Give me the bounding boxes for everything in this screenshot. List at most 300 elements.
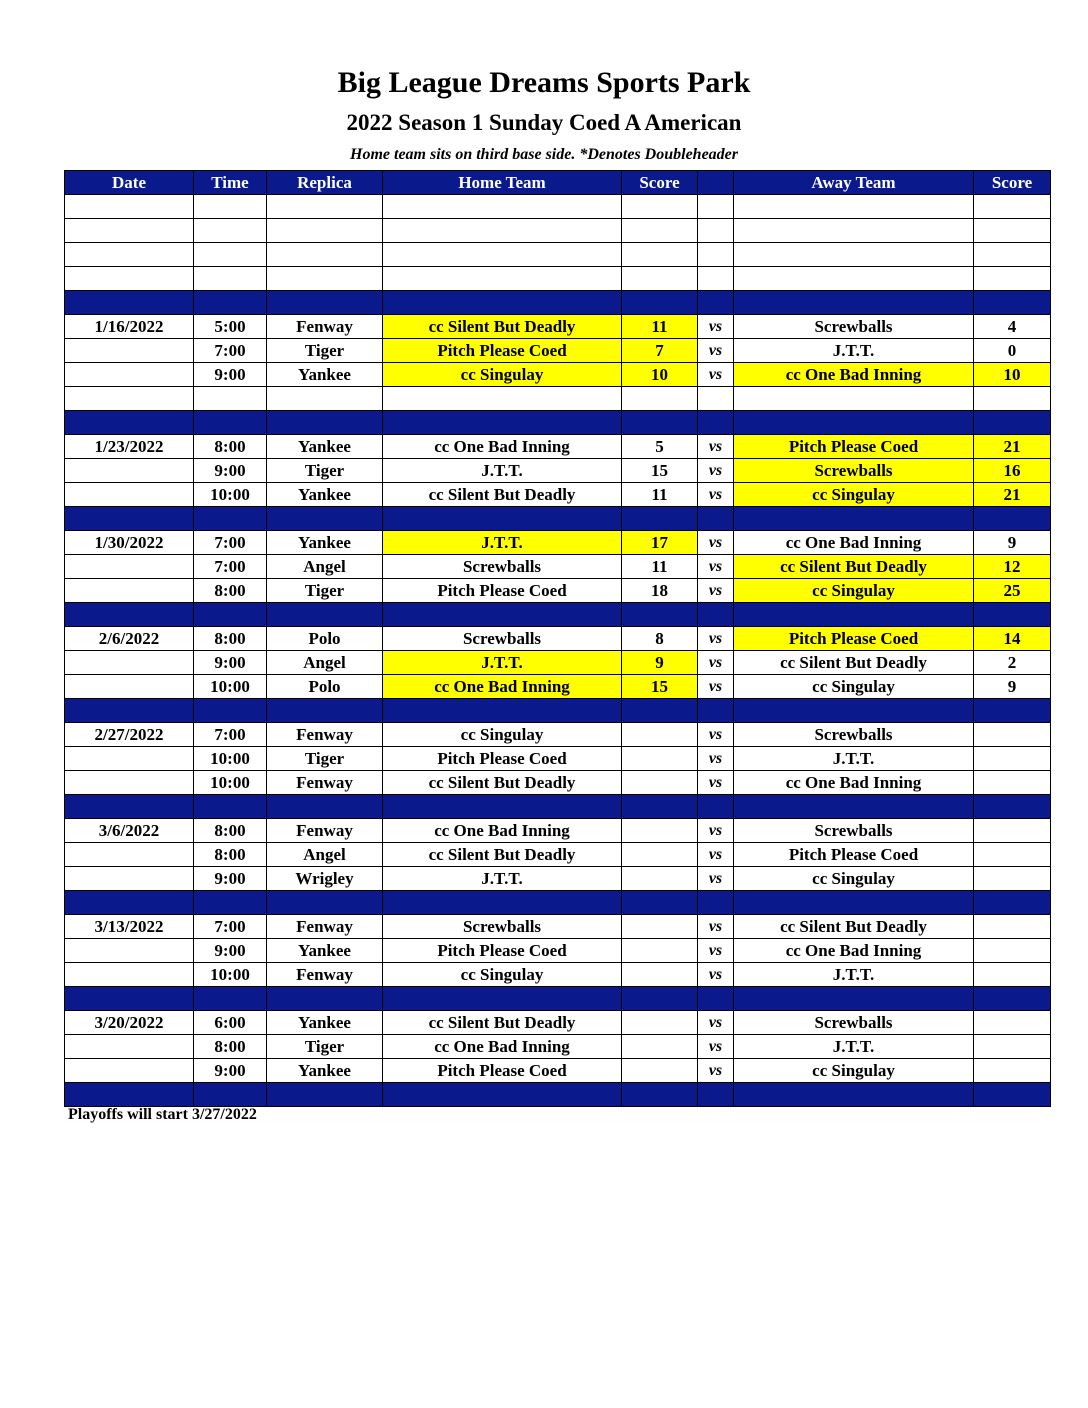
vs-cell: vs xyxy=(698,1035,734,1059)
home-team-cell: cc Singulay xyxy=(383,363,622,387)
blank-row-cell xyxy=(974,219,1051,243)
blank-row-cell xyxy=(974,195,1051,219)
time-cell: 7:00 xyxy=(194,723,267,747)
week-separator-row-cell xyxy=(622,411,698,435)
blank-row xyxy=(65,267,1051,291)
vs-cell: vs xyxy=(698,315,734,339)
home-team-cell: Pitch Please Coed xyxy=(383,579,622,603)
blank-row-cell xyxy=(65,387,194,411)
date-cell xyxy=(65,867,194,891)
away-team-cell: Screwballs xyxy=(734,1011,974,1035)
date-cell: 2/6/2022 xyxy=(65,627,194,651)
vs-cell: vs xyxy=(698,843,734,867)
week-separator-row-cell xyxy=(267,891,383,915)
away-score-cell xyxy=(974,963,1051,987)
week-separator-row-cell xyxy=(698,795,734,819)
away-team-cell: J.T.T. xyxy=(734,963,974,987)
blank-row-cell xyxy=(698,387,734,411)
home-team-cell: Pitch Please Coed xyxy=(383,339,622,363)
week-separator-row xyxy=(65,411,1051,435)
week-separator-row-cell xyxy=(383,699,622,723)
blank-row-cell xyxy=(974,243,1051,267)
home-score-cell: 15 xyxy=(622,675,698,699)
blank-row-cell xyxy=(65,195,194,219)
week-separator-row-cell xyxy=(194,987,267,1011)
replica-cell: Tiger xyxy=(267,339,383,363)
home-score-cell: 18 xyxy=(622,579,698,603)
away-score-cell: 0 xyxy=(974,339,1051,363)
week-separator-row-cell xyxy=(267,1083,383,1107)
time-cell: 9:00 xyxy=(194,651,267,675)
replica-cell: Fenway xyxy=(267,723,383,747)
vs-cell: vs xyxy=(698,651,734,675)
week-separator-row-cell xyxy=(622,603,698,627)
week-separator-row xyxy=(65,603,1051,627)
away-team-cell: cc Silent But Deadly xyxy=(734,915,974,939)
week-separator-row-cell xyxy=(974,987,1051,1011)
away-team-cell: Pitch Please Coed xyxy=(734,435,974,459)
time-cell: 10:00 xyxy=(194,675,267,699)
time-cell: 7:00 xyxy=(194,339,267,363)
home-score-cell xyxy=(622,939,698,963)
col-date: Date xyxy=(65,171,194,195)
week-separator-row-cell xyxy=(194,603,267,627)
date-cell: 1/23/2022 xyxy=(65,435,194,459)
week-separator-row-cell xyxy=(734,411,974,435)
blank-row xyxy=(65,219,1051,243)
week-separator-row-cell xyxy=(698,699,734,723)
away-team-cell: cc Singulay xyxy=(734,483,974,507)
week-separator-row-cell xyxy=(267,291,383,315)
week-separator-row-cell xyxy=(734,603,974,627)
week-separator-row-cell xyxy=(383,987,622,1011)
away-score-cell: 4 xyxy=(974,315,1051,339)
replica-cell: Fenway xyxy=(267,771,383,795)
home-score-cell xyxy=(622,915,698,939)
replica-cell: Tiger xyxy=(267,1035,383,1059)
home-team-cell: cc Silent But Deadly xyxy=(383,771,622,795)
away-score-cell xyxy=(974,939,1051,963)
week-separator-row-cell xyxy=(622,507,698,531)
blank-row-cell xyxy=(65,243,194,267)
home-score-cell: 11 xyxy=(622,483,698,507)
blank-row-cell xyxy=(194,267,267,291)
week-separator-row-cell xyxy=(734,291,974,315)
week-separator-row-cell xyxy=(383,795,622,819)
time-cell: 8:00 xyxy=(194,435,267,459)
blank-row-cell xyxy=(383,267,622,291)
replica-cell: Polo xyxy=(267,627,383,651)
week-separator-row-cell xyxy=(698,987,734,1011)
away-score-cell: 9 xyxy=(974,675,1051,699)
week-separator-row-cell xyxy=(267,699,383,723)
week-separator-row-cell xyxy=(698,603,734,627)
away-score-cell xyxy=(974,843,1051,867)
page-title: Big League Dreams Sports Park xyxy=(337,66,751,99)
away-score-cell: 25 xyxy=(974,579,1051,603)
replica-cell: Fenway xyxy=(267,315,383,339)
replica-cell: Tiger xyxy=(267,459,383,483)
away-team-cell: cc Singulay xyxy=(734,867,974,891)
blank-row-cell xyxy=(734,243,974,267)
blank-row-cell xyxy=(622,267,698,291)
game-row xyxy=(65,651,1051,675)
date-cell xyxy=(65,579,194,603)
schedule-table xyxy=(64,170,1051,1107)
blank-row-cell xyxy=(267,267,383,291)
week-separator-row-cell xyxy=(65,411,194,435)
game-row xyxy=(65,483,1051,507)
date-cell: 3/20/2022 xyxy=(65,1011,194,1035)
week-separator-row-cell xyxy=(267,603,383,627)
away-team-cell: Screwballs xyxy=(734,315,974,339)
game-row xyxy=(65,963,1051,987)
away-score-cell: 14 xyxy=(974,627,1051,651)
week-separator-row-cell xyxy=(698,411,734,435)
game-row xyxy=(65,867,1051,891)
away-score-cell xyxy=(974,771,1051,795)
week-separator-row-cell xyxy=(194,699,267,723)
date-cell xyxy=(65,963,194,987)
home-score-cell xyxy=(622,747,698,771)
away-team-cell: cc One Bad Inning xyxy=(734,531,974,555)
date-cell xyxy=(65,843,194,867)
away-score-cell xyxy=(974,819,1051,843)
away-team-cell: J.T.T. xyxy=(734,339,974,363)
week-separator-row-cell xyxy=(383,291,622,315)
blank-row xyxy=(65,243,1051,267)
vs-cell: vs xyxy=(698,1059,734,1083)
away-team-cell: cc Silent But Deadly xyxy=(734,555,974,579)
away-score-cell: 12 xyxy=(974,555,1051,579)
week-separator-row-cell xyxy=(974,507,1051,531)
week-separator-row-cell xyxy=(974,291,1051,315)
home-team-cell: cc Singulay xyxy=(383,723,622,747)
week-separator-row-cell xyxy=(65,603,194,627)
away-team-cell: J.T.T. xyxy=(734,1035,974,1059)
week-separator-row-cell xyxy=(383,603,622,627)
blank-row-cell xyxy=(698,267,734,291)
blank-row-cell xyxy=(267,387,383,411)
replica-cell: Fenway xyxy=(267,915,383,939)
time-cell: 7:00 xyxy=(194,531,267,555)
week-separator-row-cell xyxy=(734,507,974,531)
blank-row-cell xyxy=(698,195,734,219)
date-cell xyxy=(65,363,194,387)
date-cell: 1/16/2022 xyxy=(65,315,194,339)
home-score-cell xyxy=(622,867,698,891)
blank-row-cell xyxy=(622,387,698,411)
vs-cell: vs xyxy=(698,555,734,579)
week-separator-row-cell xyxy=(974,699,1051,723)
away-score-cell xyxy=(974,915,1051,939)
week-separator-row-cell xyxy=(734,795,974,819)
col-replica: Replica xyxy=(267,171,383,195)
home-score-cell xyxy=(622,963,698,987)
vs-cell: vs xyxy=(698,363,734,387)
home-score-cell xyxy=(622,723,698,747)
blank-row-cell xyxy=(622,195,698,219)
home-score-cell: 10 xyxy=(622,363,698,387)
blank-row-cell xyxy=(622,243,698,267)
week-separator-row-cell xyxy=(65,507,194,531)
away-team-cell: Screwballs xyxy=(734,459,974,483)
vs-cell: vs xyxy=(698,867,734,891)
blank-row-cell xyxy=(622,219,698,243)
week-separator-row-cell xyxy=(267,795,383,819)
replica-cell: Fenway xyxy=(267,963,383,987)
week-separator-row-cell xyxy=(267,411,383,435)
replica-cell: Yankee xyxy=(267,939,383,963)
blank-row-cell xyxy=(383,195,622,219)
col-vs xyxy=(698,171,734,195)
vs-cell: vs xyxy=(698,963,734,987)
date-cell: 3/13/2022 xyxy=(65,915,194,939)
time-cell: 7:00 xyxy=(194,555,267,579)
blank-row-cell xyxy=(194,243,267,267)
replica-cell: Polo xyxy=(267,675,383,699)
game-row xyxy=(65,435,1051,459)
week-separator-row-cell xyxy=(194,411,267,435)
week-separator-row xyxy=(65,891,1051,915)
blank-row-cell xyxy=(974,267,1051,291)
week-separator-row-cell xyxy=(65,891,194,915)
home-team-cell: J.T.T. xyxy=(383,531,622,555)
week-separator-row-cell xyxy=(65,1083,194,1107)
week-separator-row-cell xyxy=(383,411,622,435)
away-score-cell xyxy=(974,747,1051,771)
blank-row-cell xyxy=(267,243,383,267)
week-separator-row-cell xyxy=(194,1083,267,1107)
vs-cell: vs xyxy=(698,579,734,603)
col-home-team: Home Team xyxy=(383,171,622,195)
home-team-cell: Screwballs xyxy=(383,555,622,579)
week-separator-row xyxy=(65,699,1051,723)
game-row xyxy=(65,675,1051,699)
date-cell xyxy=(65,771,194,795)
week-separator-row-cell xyxy=(267,987,383,1011)
away-score-cell: 16 xyxy=(974,459,1051,483)
game-row xyxy=(65,315,1051,339)
week-separator-row-cell xyxy=(622,1083,698,1107)
week-separator-row-cell xyxy=(734,987,974,1011)
col-time: Time xyxy=(194,171,267,195)
schedule-note: Home team sits on third base side. *Denotes Doubleheader xyxy=(350,146,738,163)
season-subtitle: 2022 Season 1 Sunday Coed A American xyxy=(346,110,742,135)
date-cell xyxy=(65,651,194,675)
week-separator-row-cell xyxy=(734,891,974,915)
col-away-team: Away Team xyxy=(734,171,974,195)
home-team-cell: J.T.T. xyxy=(383,867,622,891)
home-team-cell: Screwballs xyxy=(383,915,622,939)
away-team-cell: cc One Bad Inning xyxy=(734,939,974,963)
home-team-cell: cc One Bad Inning xyxy=(383,1035,622,1059)
time-cell: 8:00 xyxy=(194,627,267,651)
away-score-cell xyxy=(974,723,1051,747)
time-cell: 8:00 xyxy=(194,1035,267,1059)
date-cell xyxy=(65,1059,194,1083)
date-cell xyxy=(65,483,194,507)
home-team-cell: Pitch Please Coed xyxy=(383,747,622,771)
home-score-cell xyxy=(622,771,698,795)
week-separator-row-cell xyxy=(622,891,698,915)
away-score-cell: 21 xyxy=(974,483,1051,507)
time-cell: 10:00 xyxy=(194,483,267,507)
week-separator-row-cell xyxy=(65,699,194,723)
away-score-cell xyxy=(974,1011,1051,1035)
week-separator-row-cell xyxy=(383,507,622,531)
blank-row-cell xyxy=(698,219,734,243)
home-score-cell xyxy=(622,1059,698,1083)
date-cell: 2/27/2022 xyxy=(65,723,194,747)
away-score-cell xyxy=(974,867,1051,891)
week-separator-row-cell xyxy=(622,291,698,315)
blank-row-cell xyxy=(65,219,194,243)
home-score-cell: 17 xyxy=(622,531,698,555)
week-separator-row-cell xyxy=(194,795,267,819)
away-score-cell: 21 xyxy=(974,435,1051,459)
game-row xyxy=(65,939,1051,963)
blank-row-cell xyxy=(734,195,974,219)
blank-row-cell xyxy=(267,219,383,243)
week-separator-row-cell xyxy=(383,1083,622,1107)
game-row xyxy=(65,843,1051,867)
replica-cell: Yankee xyxy=(267,435,383,459)
game-row xyxy=(65,531,1051,555)
blank-row-cell xyxy=(194,387,267,411)
game-row xyxy=(65,459,1051,483)
week-separator-row-cell xyxy=(194,507,267,531)
game-row xyxy=(65,555,1051,579)
home-team-cell: Screwballs xyxy=(383,627,622,651)
away-team-cell: Screwballs xyxy=(734,723,974,747)
away-team-cell: cc Singulay xyxy=(734,675,974,699)
time-cell: 9:00 xyxy=(194,363,267,387)
time-cell: 9:00 xyxy=(194,1059,267,1083)
away-team-cell: cc One Bad Inning xyxy=(734,363,974,387)
blank-row-cell xyxy=(734,219,974,243)
week-separator-row xyxy=(65,291,1051,315)
week-separator-row-cell xyxy=(698,291,734,315)
time-cell: 7:00 xyxy=(194,915,267,939)
date-cell xyxy=(65,459,194,483)
blank-row-cell xyxy=(383,219,622,243)
blank-row-cell xyxy=(194,195,267,219)
vs-cell: vs xyxy=(698,459,734,483)
vs-cell: vs xyxy=(698,531,734,555)
week-separator-row-cell xyxy=(622,699,698,723)
home-team-cell: cc Silent But Deadly xyxy=(383,843,622,867)
home-score-cell xyxy=(622,1011,698,1035)
vs-cell: vs xyxy=(698,915,734,939)
time-cell: 8:00 xyxy=(194,843,267,867)
game-row xyxy=(65,1035,1051,1059)
away-score-cell xyxy=(974,1035,1051,1059)
vs-cell: vs xyxy=(698,339,734,363)
home-score-cell: 5 xyxy=(622,435,698,459)
date-cell xyxy=(65,555,194,579)
vs-cell: vs xyxy=(698,747,734,771)
home-score-cell xyxy=(622,1035,698,1059)
vs-cell: vs xyxy=(698,675,734,699)
home-score-cell: 7 xyxy=(622,339,698,363)
week-separator-row xyxy=(65,507,1051,531)
date-cell xyxy=(65,339,194,363)
away-score-cell: 9 xyxy=(974,531,1051,555)
vs-cell: vs xyxy=(698,771,734,795)
week-separator-row-cell xyxy=(698,507,734,531)
away-score-cell: 10 xyxy=(974,363,1051,387)
away-team-cell: Pitch Please Coed xyxy=(734,843,974,867)
home-team-cell: cc One Bad Inning xyxy=(383,819,622,843)
home-team-cell: Pitch Please Coed xyxy=(383,1059,622,1083)
game-row xyxy=(65,579,1051,603)
away-team-cell: cc Singulay xyxy=(734,1059,974,1083)
vs-cell: vs xyxy=(698,723,734,747)
time-cell: 10:00 xyxy=(194,771,267,795)
game-row xyxy=(65,915,1051,939)
week-separator-row-cell xyxy=(65,291,194,315)
home-team-cell: cc Silent But Deadly xyxy=(383,1011,622,1035)
blank-row-cell xyxy=(974,387,1051,411)
week-separator-row-cell xyxy=(734,1083,974,1107)
vs-cell: vs xyxy=(698,939,734,963)
date-cell xyxy=(65,747,194,771)
vs-cell: vs xyxy=(698,1011,734,1035)
vs-cell: vs xyxy=(698,483,734,507)
week-separator-row-cell xyxy=(622,987,698,1011)
date-cell xyxy=(65,675,194,699)
week-separator-row-cell xyxy=(65,795,194,819)
home-score-cell xyxy=(622,819,698,843)
replica-cell: Tiger xyxy=(267,579,383,603)
replica-cell: Angel xyxy=(267,555,383,579)
replica-cell: Yankee xyxy=(267,1059,383,1083)
blank-row-cell xyxy=(65,267,194,291)
away-team-cell: Screwballs xyxy=(734,819,974,843)
date-cell xyxy=(65,1035,194,1059)
header-row xyxy=(65,171,1051,195)
home-team-cell: cc One Bad Inning xyxy=(383,675,622,699)
away-team-cell: cc Singulay xyxy=(734,579,974,603)
blank-row-cell xyxy=(698,243,734,267)
home-team-cell: J.T.T. xyxy=(383,459,622,483)
home-team-cell: cc Singulay xyxy=(383,963,622,987)
blank-row xyxy=(65,387,1051,411)
game-row xyxy=(65,627,1051,651)
time-cell: 6:00 xyxy=(194,1011,267,1035)
replica-cell: Wrigley xyxy=(267,867,383,891)
footer-note: Playoffs will start 3/27/2022 xyxy=(68,1106,257,1123)
home-team-cell: Pitch Please Coed xyxy=(383,939,622,963)
home-score-cell: 11 xyxy=(622,555,698,579)
week-separator-row-cell xyxy=(698,891,734,915)
home-score-cell: 15 xyxy=(622,459,698,483)
blank-row-cell xyxy=(194,219,267,243)
home-score-cell: 11 xyxy=(622,315,698,339)
blank-row-cell xyxy=(734,267,974,291)
week-separator-row-cell xyxy=(974,411,1051,435)
blank-row-cell xyxy=(383,387,622,411)
week-separator-row xyxy=(65,987,1051,1011)
week-separator-row-cell xyxy=(194,291,267,315)
away-score-cell xyxy=(974,1059,1051,1083)
week-separator-row xyxy=(65,795,1051,819)
week-separator-row-cell xyxy=(622,795,698,819)
replica-cell: Yankee xyxy=(267,531,383,555)
blank-row xyxy=(65,195,1051,219)
week-separator-row-cell xyxy=(698,1083,734,1107)
